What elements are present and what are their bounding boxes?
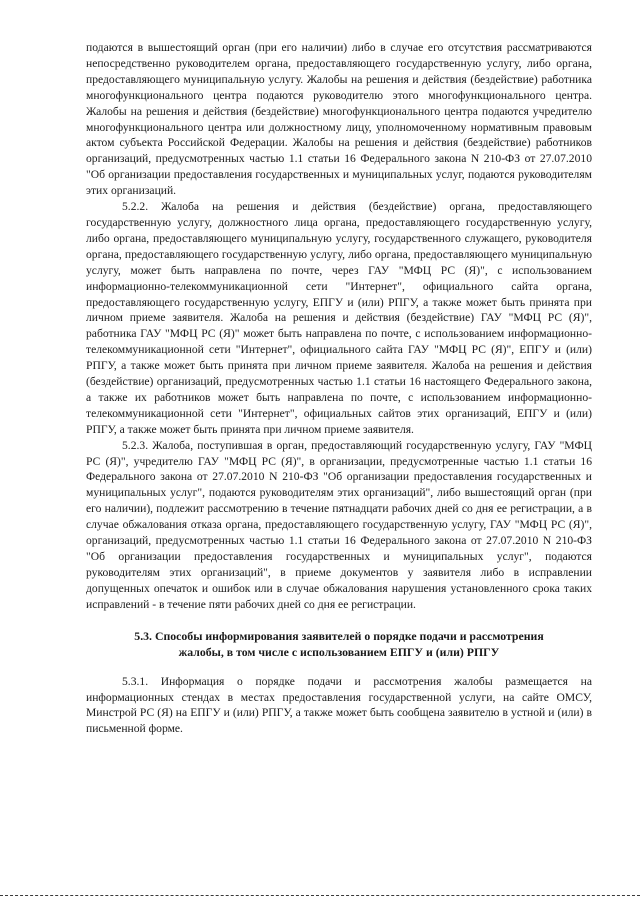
paragraph-continuation: подаются в вышестоящий орган (при его наличии) либо в случае его отсутствия рассматриваются непосредственно руководителем органа, предоставляющего государственную услугу, либо органа, предоставляющего муниципальную услугу. Жалобы на решения и действия (бездействие) работника многофункционального центра подаются руководителю этого многофункционального центра. Жалобы на решения и действия (бездействие) многофункционального центра подаются учредителю многофункционального центра или должностному лицу, уполномоченному нормативным правовым актом субъекта Российской Федерации. Жалобы на решения и действия (бездействие) работников организаций, предусмотренных частью 1.1 статьи 16 Федерального закона N 210-ФЗ от 27.07.2010 "Об организации предоставления государственных и муниципальных услуг, подаются руководителям этих организаций. xyxy=(86,41,592,198)
paragraph-5-3-1: 5.3.1. Информация о порядке подачи и рассмотрения жалобы размещается на информационных стендах в местах предоставления государственной услуги, на сайте ОМСУ, Минстрой РС (Я) на ЕПГУ и (или) РПГУ, а также может быть сообщена заявителю в устной и (или) в письменной форме. xyxy=(86,674,592,736)
paragraph-5-2-3: 5.2.3. Жалоба, поступившая в орган, предоставляющий государственную услугу, ГАУ "МФЦ РС (Я)", учредителю ГАУ "МФЦ РС (Я)", в организации, предусмотренные частью 1.1 статьи 16 Федерального закона от 27.07.2010 N 210-ФЗ "Об организации предоставления государственных и муниципальных услуг", подаются руководителям этих организаций", либо вышестоящий орган (при его наличии), подлежит рассмотрению в течение пятнадцати рабочих дней со дня ее регистрации, а в случае обжалования отказа органа, предоставляющего государственную услугу, ГАУ "МФЦ РС (Я)", организаций, предусмотренных частью 1.1 статьи 16 Федерального закона от 27.07.2010 N 210-ФЗ "Об организации предоставления государственных и муниципальных услуг", подаются руководителям этих организаций", в приеме документов у заявителя либо в исправлении допущенных опечаток и ошибок или в случае обжалования нарушения установленного срока таких исправлений - в течение пяти рабочих дней со дня ее регистрации. xyxy=(86,438,592,611)
page-bottom-rule xyxy=(0,895,640,896)
document-page xyxy=(86,40,592,737)
paragraph-5-2-2: 5.2.2. Жалоба на решения и действия (бездействие) органа, предоставляющего государственную услугу, должностного лица органа, предоставляющего государственную услугу, либо органа, предоставляющего муниципальную услугу, государственного служащего, руководителя органа, предоставляющего государственную услугу, либо органа, предоставляющего муниципальную услугу, может быть направлена по почте, через ГАУ "МФЦ РС (Я)", с использованием информационно-телекоммуникационной сети "Интернет", официального сайта органа, предоставляющего государственную услугу, ЕПГУ и (или) РПГУ, а также может быть принята при личном приеме заявителя. Жалоба на решения и действия (бездействие) ГАУ "МФЦ РС (Я)", работника ГАУ "МФЦ РС (Я)" может быть направлена по почте, с использованием информационно-телекоммуникационной сети "Интернет", официального сайта ГАУ "МФЦ РС (Я)", ЕПГУ и (или) РПГУ, а также может быть принята при личном приеме заявителя. Жалоба на решения и действия (бездействие) организаций, предусмотренных частью 1.1 статьи 16 настоящего Федерального закона, а также их работников может быть направлена по почте, с использованием информационно-телекоммуникационной сети "Интернет", официальных сайтов этих организаций, ЕПГУ и (или) РПГУ, а также может быть принята при личном приеме заявителя. xyxy=(86,200,592,436)
section-heading-5-3: 5.3. Способы информирования заявителей о порядке подачи и рассмотрения жалобы, в том числе с использованием ЕПГУ и (или) РПГУ xyxy=(134,628,544,659)
